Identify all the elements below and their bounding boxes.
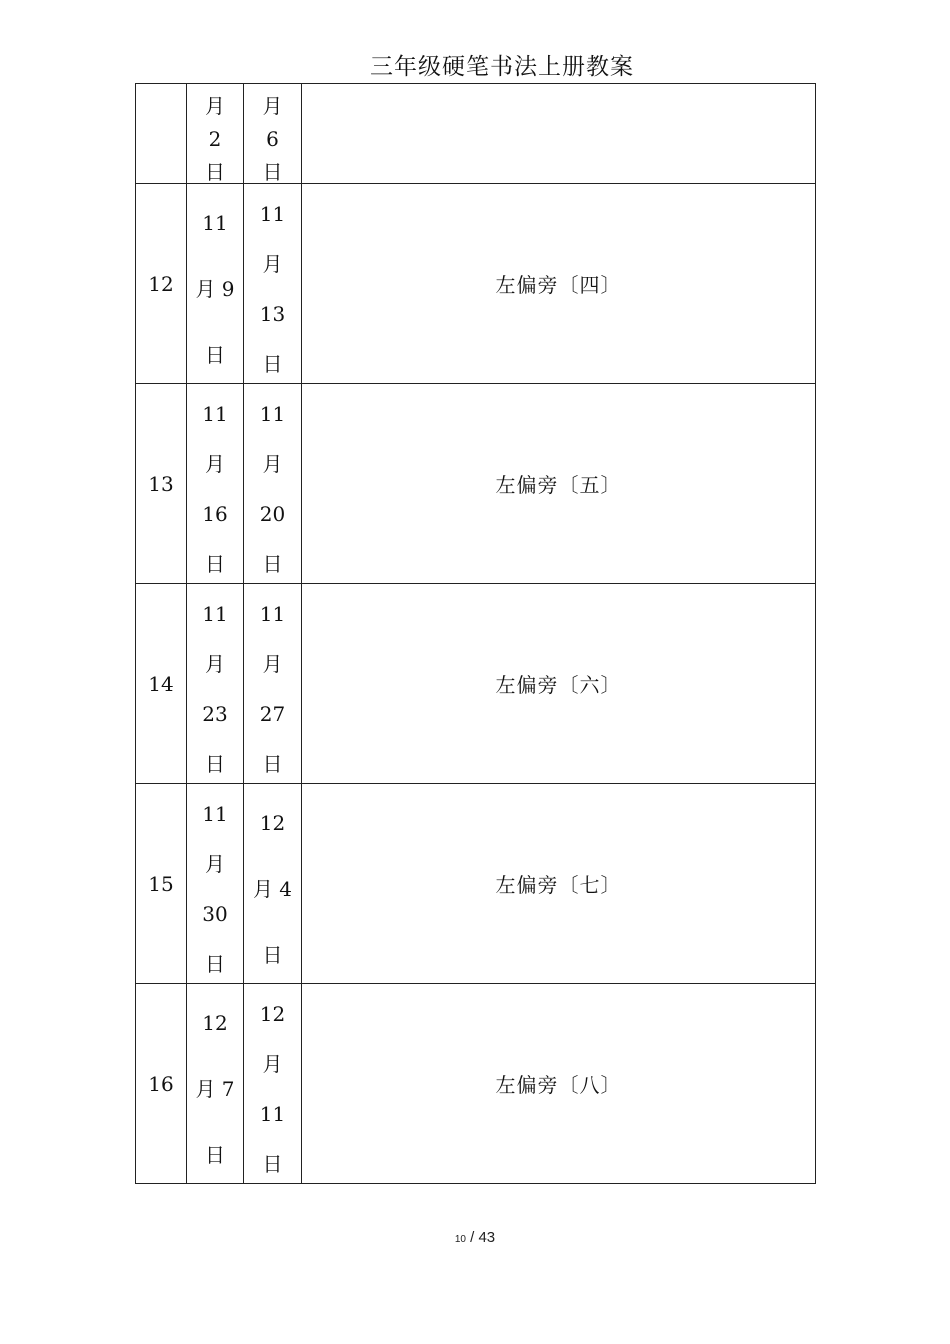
- page-number-current: 10: [454, 1234, 466, 1245]
- end-date-line: 日: [262, 160, 283, 184]
- week-number-cell: [136, 84, 187, 184]
- week-number-cell: 12: [136, 184, 187, 384]
- start-date-line: 11: [202, 602, 228, 627]
- start-date-cell: [187, 984, 244, 1184]
- end-date-line: 11: [259, 202, 286, 227]
- start-date-line: 30: [202, 901, 228, 926]
- page-number-total: 43: [478, 1229, 496, 1246]
- end-date-cell: [244, 184, 302, 384]
- table-row: [136, 584, 816, 784]
- lesson-topic-cell: [302, 84, 816, 184]
- end-date-line: 月: [262, 452, 283, 477]
- start-date-line: 月: [205, 452, 225, 477]
- start-date-line: 月: [205, 852, 225, 877]
- start-date-cell: [187, 384, 244, 584]
- week-number-cell: 14: [136, 584, 187, 784]
- end-date-line: 日: [262, 351, 283, 376]
- week-number-cell: 16: [136, 984, 187, 1184]
- lesson-topic-cell: 左偏旁〔五〕: [302, 384, 816, 584]
- end-date-cell: [244, 984, 302, 1184]
- start-date-line: 日: [205, 343, 225, 368]
- end-date-line: 11: [259, 1101, 286, 1126]
- end-date-line: 日: [262, 551, 283, 576]
- document-title: 三年级硬笔书法上册教案: [370, 54, 634, 80]
- start-date-line: 日: [205, 551, 225, 576]
- start-date-line: 日: [205, 751, 225, 776]
- end-date-line: 月: [262, 652, 283, 677]
- end-date-line: 12: [259, 1002, 286, 1027]
- page-separator: /: [470, 1229, 475, 1246]
- lesson-topic-cell: 左偏旁〔六〕: [302, 584, 816, 784]
- end-date-line: 13: [259, 301, 286, 326]
- table-row: [136, 984, 816, 1184]
- start-date-line: 2: [208, 127, 222, 151]
- table-row: [136, 784, 816, 984]
- table-row: [136, 84, 816, 184]
- start-date-cell: [187, 584, 244, 784]
- start-date-line: 月: [205, 94, 225, 118]
- end-date-line: 27: [259, 701, 286, 726]
- start-date-line: 日: [205, 160, 225, 184]
- end-date-cell: [244, 584, 302, 784]
- schedule-table: [135, 83, 816, 1184]
- end-date-line: 日: [262, 943, 283, 968]
- lesson-topic-cell: 左偏旁〔四〕: [302, 184, 816, 384]
- end-date-line: 月: [262, 252, 283, 277]
- end-date-line: 月: [262, 1052, 283, 1077]
- page-footer: [0, 1229, 950, 1246]
- schedule-body: [136, 84, 816, 1184]
- start-date-line: 月 9: [195, 276, 235, 301]
- week-number-cell: 13: [136, 384, 187, 584]
- week-number-cell: 15: [136, 784, 187, 984]
- start-date-line: 11: [202, 802, 228, 827]
- start-date-line: 月: [205, 652, 225, 677]
- start-date-cell: [187, 784, 244, 984]
- start-date-line: 月 7: [195, 1076, 235, 1101]
- start-date-line: 11: [202, 402, 228, 427]
- end-date-line: 日: [262, 1151, 283, 1176]
- end-date-line: 11: [259, 602, 286, 627]
- start-date-line: 23: [202, 701, 228, 726]
- start-date-line: 16: [202, 501, 228, 526]
- start-date-cell: [187, 84, 244, 184]
- end-date-line: 月 4: [252, 876, 293, 901]
- end-date-line: 12: [259, 810, 286, 835]
- start-date-line: 日: [205, 951, 225, 976]
- lesson-topic-cell: 左偏旁〔七〕: [302, 784, 816, 984]
- end-date-cell: [244, 784, 302, 984]
- end-date-cell: [244, 384, 302, 584]
- start-date-line: 12: [202, 1010, 228, 1035]
- lesson-topic-cell: 左偏旁〔八〕: [302, 984, 816, 1184]
- end-date-line: 月: [262, 94, 283, 118]
- end-date-line: 20: [259, 501, 286, 526]
- table-row: [136, 384, 816, 584]
- table-row: [136, 184, 816, 384]
- end-date-line: 日: [262, 751, 283, 776]
- start-date-line: 日: [205, 1143, 225, 1168]
- start-date-line: 11: [202, 210, 228, 235]
- start-date-cell: [187, 184, 244, 384]
- end-date-line: 6: [266, 127, 279, 151]
- end-date-cell: [244, 84, 302, 184]
- end-date-line: 11: [259, 402, 286, 427]
